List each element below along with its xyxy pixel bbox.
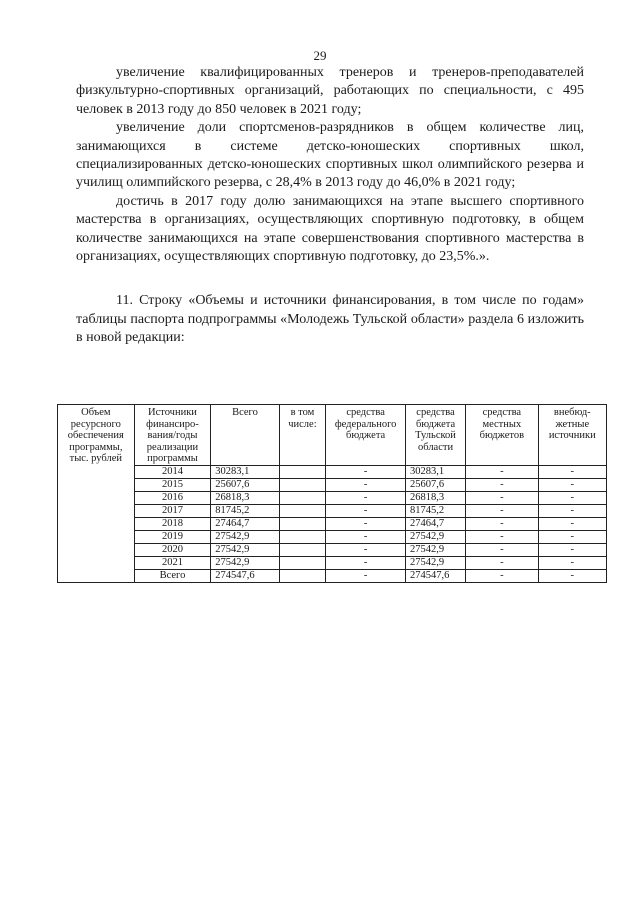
lead-column-cell (58, 491, 135, 504)
extrabudget-cell: - (538, 478, 606, 491)
header-sources: Источники финансиро-вания/годы реализации программы (134, 405, 211, 466)
header-federal: средства федерального бюджета (326, 405, 406, 466)
lead-column-cell (58, 517, 135, 530)
year-cell: 2019 (134, 530, 211, 543)
including-cell (279, 543, 326, 556)
paragraph: достичь в 2017 году долю занимающихся на этапе высшего спортивного мастерства в организациях, осуществляющих спортивную подготовку, в общем количестве занимающихся на этапе совершенствования спортивного мастерства в организациях, осуществляющих спортивную подготовку, до 23,5%.». (76, 193, 584, 265)
regional-cell: 81745,2 (406, 504, 466, 517)
extrabudget-cell: - (538, 504, 606, 517)
including-cell (279, 517, 326, 530)
local-cell: - (466, 465, 539, 478)
local-cell: - (466, 556, 539, 569)
local-cell: - (466, 478, 539, 491)
lead-column-cell (58, 478, 135, 491)
total-cell: 27542,9 (211, 556, 279, 569)
total-cell: 274547,6 (211, 569, 279, 582)
lead-column-cell (58, 530, 135, 543)
federal-cell: - (326, 517, 406, 530)
local-cell: - (466, 517, 539, 530)
including-cell (279, 569, 326, 582)
header-local: средства местных бюджетов (466, 405, 539, 466)
lead-column-cell (58, 504, 135, 517)
total-cell: 26818,3 (211, 491, 279, 504)
table-row (58, 491, 607, 504)
header-regional: средства бюджета Тульской области (406, 405, 466, 466)
header-including: в том числе: (279, 405, 326, 466)
header-total: Всего (211, 405, 279, 466)
extrabudget-cell: - (538, 530, 606, 543)
table-row (58, 569, 607, 582)
including-cell (279, 478, 326, 491)
year-cell: 2017 (134, 504, 211, 517)
extrabudget-cell: - (538, 517, 606, 530)
extrabudget-cell: - (538, 465, 606, 478)
extrabudget-cell: - (538, 556, 606, 569)
header-extrabudget: внебюд-жетные источники (538, 405, 606, 466)
including-cell (279, 491, 326, 504)
local-cell: - (466, 504, 539, 517)
total-cell: 30283,1 (211, 465, 279, 478)
amendment-paragraph: 11. Строку «Объемы и источники финансирования, в том числе по годам» таблицы паспорта подпрограммы «Молодежь Тульской области» раздела 6 изложить в новой редакции: (76, 293, 584, 346)
table-row (58, 465, 607, 478)
local-cell: - (466, 491, 539, 504)
total-cell: 27542,9 (211, 543, 279, 556)
local-cell: - (466, 543, 539, 556)
page-number: 29 (313, 48, 327, 63)
local-cell: - (466, 530, 539, 543)
regional-cell: 27542,9 (406, 556, 466, 569)
federal-cell: - (326, 491, 406, 504)
including-cell (279, 530, 326, 543)
lead-column-cell (58, 569, 135, 582)
total-cell: 27464,7 (211, 517, 279, 530)
year-cell: 2015 (134, 478, 211, 491)
year-cell: Всего (134, 569, 211, 582)
local-cell: - (466, 569, 539, 582)
year-cell: 2016 (134, 491, 211, 504)
lead-column-cell (58, 556, 135, 569)
lead-label-cell: Объем ресурсного обеспечения программы, тыс. рублей (58, 405, 135, 466)
year-cell: 2018 (134, 517, 211, 530)
regional-cell: 27542,9 (406, 543, 466, 556)
table-row (58, 543, 607, 556)
federal-cell: - (326, 530, 406, 543)
extrabudget-cell: - (538, 543, 606, 556)
table-row (58, 530, 607, 543)
lead-column-cell (58, 543, 135, 556)
body-text (76, 64, 584, 348)
table-row (58, 478, 607, 491)
federal-cell: - (326, 556, 406, 569)
including-cell (279, 556, 326, 569)
federal-cell: - (326, 478, 406, 491)
total-cell: 81745,2 (211, 504, 279, 517)
table-row (58, 504, 607, 517)
lead-column-cell (58, 465, 135, 478)
year-cell: 2020 (134, 543, 211, 556)
regional-cell: 26818,3 (406, 491, 466, 504)
federal-cell: - (326, 465, 406, 478)
federal-cell: - (326, 569, 406, 582)
year-cell: 2014 (134, 465, 211, 478)
including-cell (279, 465, 326, 478)
federal-cell: - (326, 504, 406, 517)
extrabudget-cell: - (538, 491, 606, 504)
total-cell: 25607,6 (211, 478, 279, 491)
regional-cell: 25607,6 (406, 478, 466, 491)
extrabudget-cell: - (538, 569, 606, 582)
regional-cell: 27464,7 (406, 517, 466, 530)
table-row (58, 556, 607, 569)
financing-table (57, 404, 607, 583)
including-cell (279, 504, 326, 517)
federal-cell: - (326, 543, 406, 556)
regional-cell: 30283,1 (406, 465, 466, 478)
paragraph: увеличение доли спортсменов-разрядников в общем количестве лиц, занимающихся в системе детско-юношеских спортивных школ, специализированных детско-юношеских спортивных школ олимпийского резерва и училищ олимпийского резерва, с 28,4% в 2013 году до 46,0% в 2021 году; (76, 120, 584, 191)
table-row (58, 517, 607, 530)
regional-cell: 27542,9 (406, 530, 466, 543)
regional-cell: 274547,6 (406, 569, 466, 582)
total-cell: 27542,9 (211, 530, 279, 543)
year-cell: 2021 (134, 556, 211, 569)
paragraph: увеличение квалифицированных тренеров и тренеров-преподавателей физкультурно-спортивных организаций, работающих по специальности, с 495 человек в 2013 году до 850 человек в 2021 году; (76, 65, 584, 117)
table-header-row (58, 405, 607, 466)
